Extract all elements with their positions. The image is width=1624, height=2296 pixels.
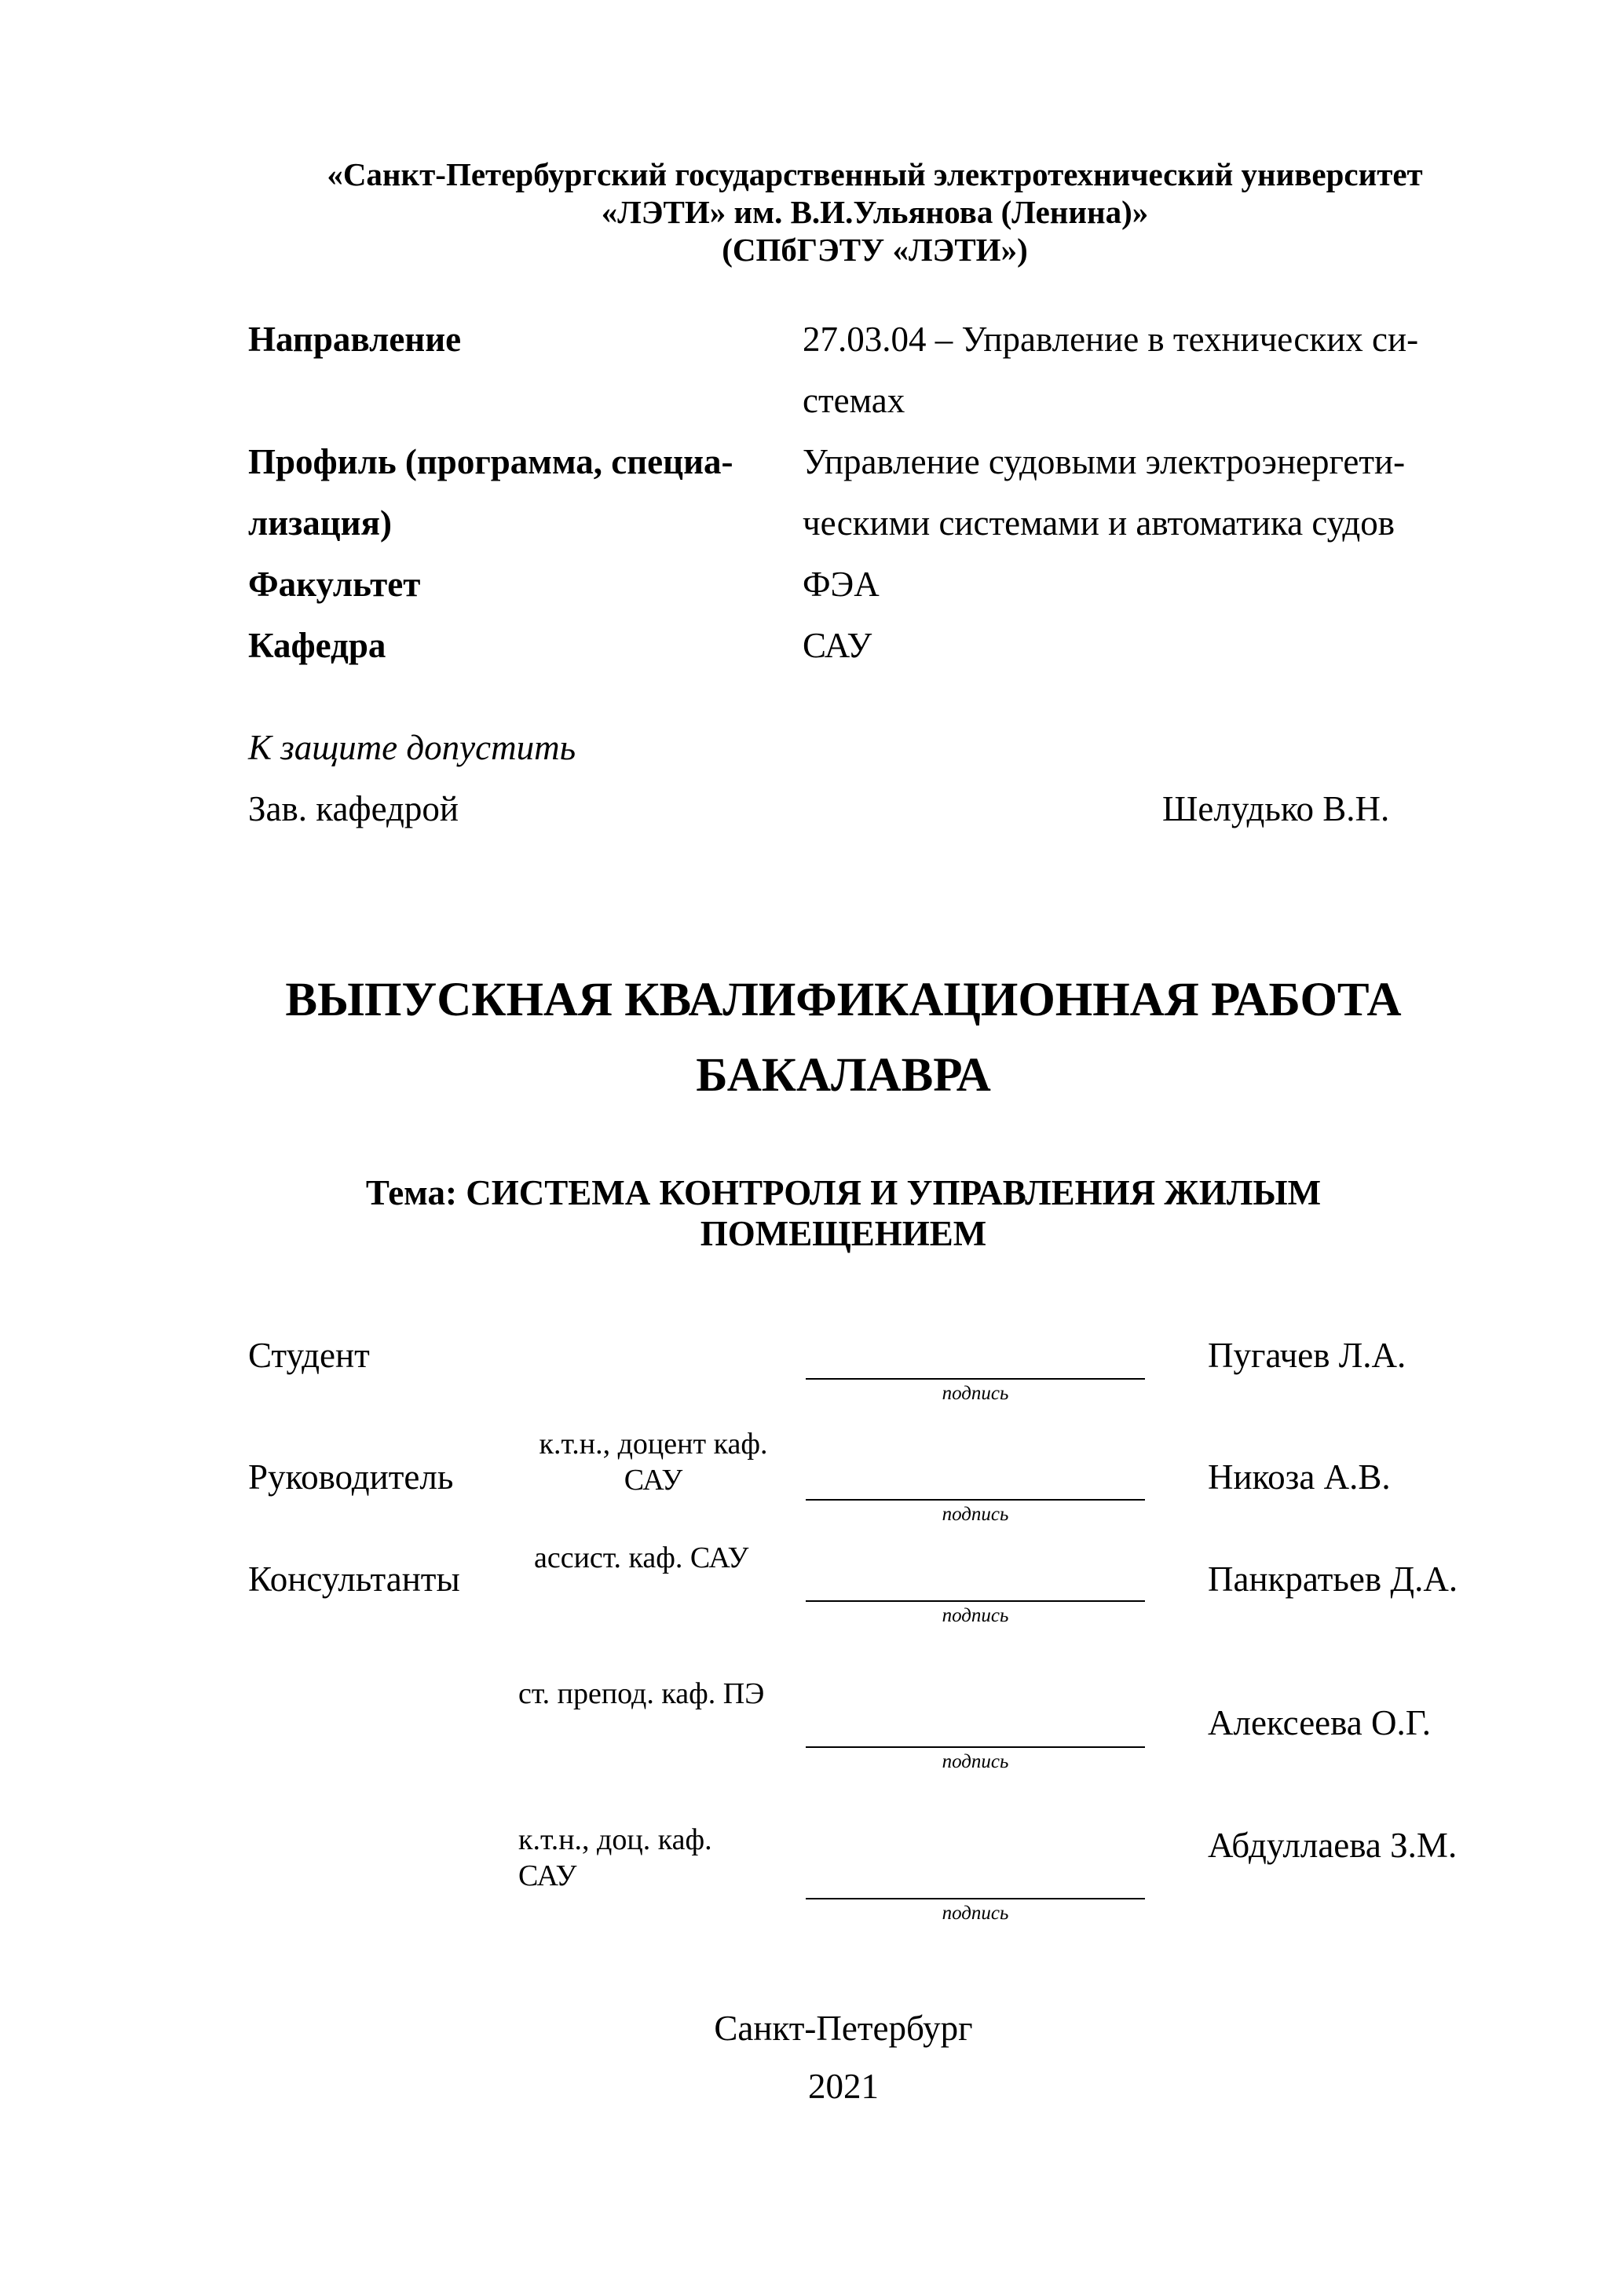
direction-label: Направление (248, 320, 462, 359)
signature-caption-supervisor: подпись (942, 1504, 1009, 1525)
consultant2-name: Алексеева О.Г. (1208, 1703, 1431, 1742)
document-title-line1: ВЫПУСКНАЯ КВАЛИФИКАЦИОННАЯ РАБОТА (285, 974, 1402, 1026)
faculty-label: Факультет (248, 565, 421, 604)
university-abbr: (СПбГЭТУ «ЛЭТИ») (722, 232, 1028, 268)
signature-line-consultant2 (806, 1746, 1145, 1748)
profile-label-line2: лизация) (248, 503, 392, 543)
approval-name: Шелудько В.Н. (1162, 789, 1390, 828)
thesis-topic-line2: ПОМЕЩЕНИЕМ (700, 1214, 987, 1253)
profile-label-line1: Профиль (программа, специа- (248, 442, 733, 481)
supervisor-role: Руководитель (248, 1457, 454, 1497)
consultants-role: Консультанты (248, 1559, 460, 1599)
thesis-topic-line1: Тема: СИСТЕМА КОНТРОЛЯ И УПРАВЛЕНИЯ ЖИЛЫМ (365, 1173, 1322, 1212)
signature-line-supervisor (806, 1499, 1145, 1501)
consultant2-position: ст. препод. каф. ПЭ (518, 1677, 765, 1710)
faculty-value: ФЭА (803, 565, 880, 604)
department-label: Кафедра (248, 626, 386, 665)
university-name-line1: «Санкт-Петербургский государственный электротехнический университет (327, 156, 1423, 192)
supervisor-name: Никоза А.В. (1208, 1457, 1391, 1497)
supervisor-position (528, 1426, 779, 1498)
supervisor-position-line1: к.т.н., доцент каф. (539, 1428, 768, 1461)
consultant3-position-line2: САУ (518, 1859, 577, 1892)
footer-city: Санкт-Петербург (714, 2009, 973, 2048)
university-name-line2: «ЛЭТИ» им. В.И.Ульянова (Ленина)» (601, 194, 1149, 230)
consultant1-position: ассист. каф. САУ (534, 1541, 749, 1574)
student-role: Студент (248, 1336, 370, 1375)
consultant3-position-line1: к.т.н., доц. каф. (518, 1823, 712, 1856)
thesis-topic (31, 1172, 1624, 1254)
signature-line-student (806, 1378, 1145, 1380)
signature-line-consultant3 (806, 1898, 1145, 1899)
signature-caption-consultant3: подпись (942, 1903, 1009, 1924)
department-value: САУ (803, 626, 872, 665)
consultant3-name: Абдуллаева З.М. (1208, 1826, 1458, 1865)
footer-year: 2021 (808, 2067, 879, 2106)
approval-heading: К защите допустить (248, 728, 576, 767)
signature-caption-consultant1: подпись (942, 1605, 1009, 1626)
consultant1-name: Панкратьев Д.А. (1208, 1559, 1458, 1599)
supervisor-position-line2: САУ (624, 1464, 683, 1497)
signature-line-consultant1 (806, 1600, 1145, 1602)
signature-caption-student: подпись (942, 1383, 1009, 1404)
approval-role: Зав. кафедрой (248, 789, 459, 828)
student-name: Пугачев Л.А. (1208, 1336, 1406, 1375)
profile-value-line2: ческими системами и автоматика судов (803, 503, 1395, 543)
university-header (0, 155, 1624, 269)
document-title (31, 963, 1624, 1113)
consultant3-position (518, 1822, 712, 1894)
document-title-line2: БАКАЛАВРА (696, 1049, 991, 1102)
profile-value-line1: Управление судовыми электроэнергети- (803, 442, 1406, 481)
direction-value-line2: стемах (803, 381, 905, 420)
direction-value-line1: 27.03.04 – Управление в технических си- (803, 320, 1419, 359)
signature-caption-consultant2: подпись (942, 1751, 1009, 1772)
